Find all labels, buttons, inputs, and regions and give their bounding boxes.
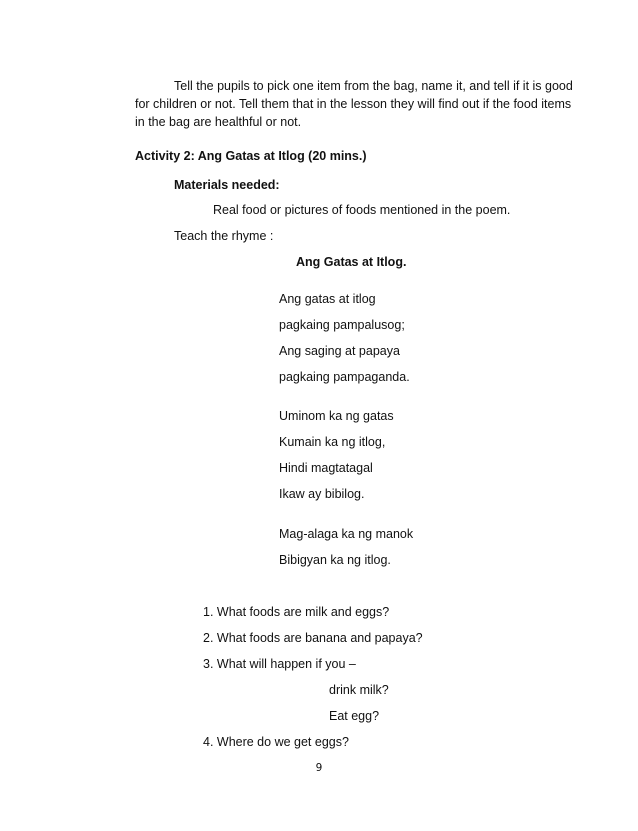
intro-paragraph — [135, 77, 575, 131]
poem-line: Mag-alaga ka ng manok — [279, 527, 414, 541]
question-3-sub-1: drink milk? — [329, 683, 389, 697]
materials-label: Materials needed: — [174, 178, 280, 192]
poem-line: Ikaw ay bibilog. — [279, 487, 365, 501]
question-2: 2. What foods are banana and papaya? — [203, 631, 423, 645]
poem-line: Ang saging at papaya — [279, 344, 400, 358]
materials-text: Real food or pictures of foods mentioned in the poem. — [213, 203, 511, 217]
intro-line-1: Tell the pupils to pick one item from the bag, name it, and tell if it is good — [174, 79, 573, 93]
poem-line: Bibigyan ka ng itlog. — [279, 553, 391, 567]
poem-line: Uminom ka ng gatas — [279, 409, 394, 423]
activity-heading: Activity 2: Ang Gatas at Itlog (20 mins.) — [135, 149, 367, 163]
question-4: 4. Where do we get eggs? — [203, 735, 349, 749]
poem-line: Kumain ka ng itlog, — [279, 435, 386, 449]
intro-line-3: in the bag are healthful or not. — [135, 115, 302, 129]
intro-line-2: for children or not. Tell them that in the lesson they will find out if the food items — [135, 97, 572, 111]
poem-line: Hindi magtatagal — [279, 461, 373, 475]
poem-line: pagkaing pampalusog; — [279, 318, 405, 332]
question-1: 1. What foods are milk and eggs? — [203, 605, 390, 619]
page-number: 9 — [315, 762, 323, 774]
question-3-sub-2: Eat egg? — [329, 709, 380, 723]
question-3: 3. What will happen if you – — [203, 657, 356, 671]
poem-line: Ang gatas at itlog — [279, 292, 376, 306]
teach-instruction: Teach the rhyme : — [174, 229, 274, 243]
poem-title: Ang Gatas at Itlog. — [296, 255, 407, 269]
poem-line: pagkaing pampaganda. — [279, 370, 410, 384]
